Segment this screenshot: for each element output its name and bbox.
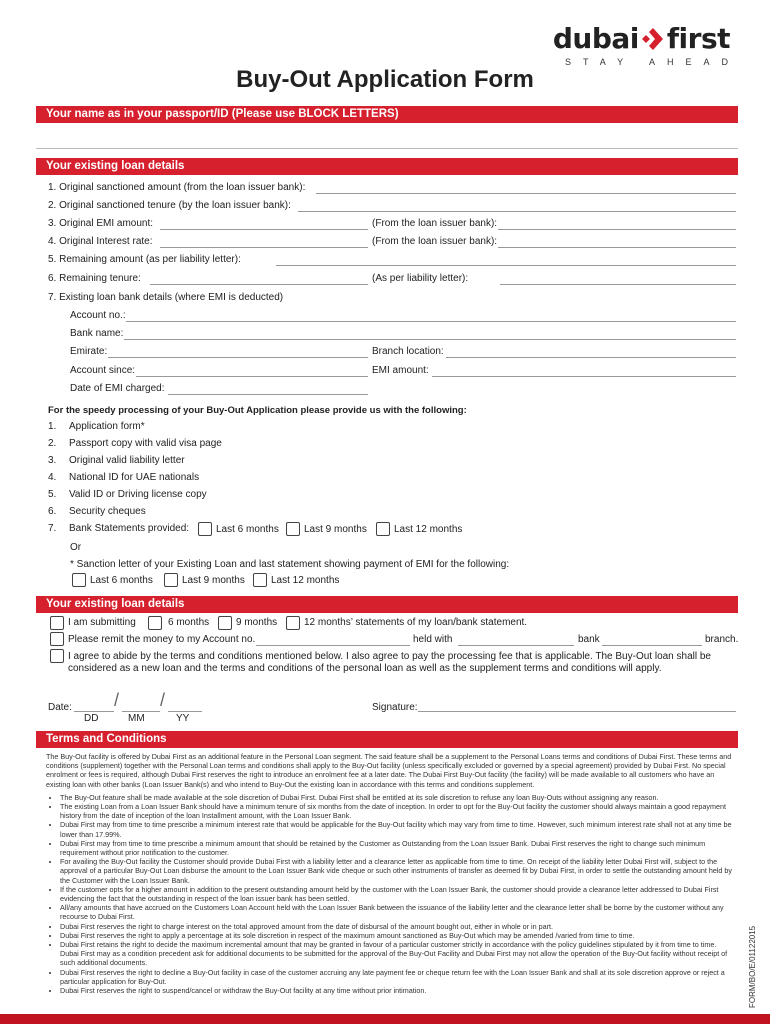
input-signature[interactable] xyxy=(418,700,736,712)
list-item: • Dubai First reserves the right to apply a percentage at its sole discretion in respect of the maximum amount sanctioned as Buy-Out which may be amended /varied from time to time. xyxy=(60,931,736,940)
section-loan-details-header: Your existing loan details xyxy=(36,158,738,175)
checkbox-submit-9-months[interactable] xyxy=(218,616,232,630)
section-submission-header: Your existing loan details xyxy=(36,596,738,613)
docs-intro: For the speedy processing of your Buy-Out Application please provide us with the following: xyxy=(48,405,467,416)
label-bank-name: Bank name: xyxy=(70,328,124,339)
input-date-yy[interactable] xyxy=(168,700,202,712)
checkbox-stmt-12-months[interactable] xyxy=(376,522,390,536)
input-emirate[interactable] xyxy=(108,346,368,358)
list-item: • The Buy-Out feature shall be made available at the sole discretion of Dubai First. Dubai First shall be entitled at its sole discretion to refuse any loan Buy-Outs without assigning any reason. xyxy=(60,793,736,802)
agree-text-line-2: considered as a new loan and the terms and conditions of the personal loan as well as the supplement terms and conditions will apply. xyxy=(68,663,662,674)
input-branch-location[interactable] xyxy=(446,346,736,358)
list-item: • Dubai First reserves the right to suspend/cancel or withdraw the Buy-Out facility at any time without prior intimation. xyxy=(60,986,736,995)
label-remaining-tenure: 6. Remaining tenure: xyxy=(48,273,141,284)
sanction-letter-text: * Sanction letter of your Existing Loan and last statement showing payment of EMI for the following: xyxy=(70,559,510,570)
logo-text-left: dubai xyxy=(552,22,639,55)
input-remit-account[interactable] xyxy=(256,634,410,646)
label-sanction-9-months: Last 9 months xyxy=(182,575,245,586)
label-date: Date: xyxy=(48,702,72,713)
section-name-header: Your name as in your passport/ID (Please use BLOCK LETTERS) xyxy=(36,106,738,123)
label-emi-amount: 3. Original EMI amount: xyxy=(48,218,154,229)
label-branch: branch. xyxy=(705,634,739,645)
checkbox-sanction-12-months[interactable] xyxy=(253,573,267,587)
input-date-emi[interactable] xyxy=(168,383,368,395)
terms-list xyxy=(46,793,736,995)
date-separator: / xyxy=(114,690,120,710)
list-item: • For availing the Buy-Out facility the Customer should provide Dubai First with a liability letter and a clearance letter as applicable from time to time. On receipt of the liability letter Dubai First will, subject to the approval of a particular Buy-Out Loan disburse the amount to the Loan Issuer Bank vide cheque or such other instruments of transfer as deemed fit by Dubai First, in order to settle the outstanding amount held by the Customer with the Loan Issuer Bank. xyxy=(60,857,736,885)
input-account-no[interactable] xyxy=(126,310,736,322)
checkbox-sanction-9-months[interactable] xyxy=(164,573,178,587)
terms-body xyxy=(46,752,736,995)
label-held-with: held with xyxy=(413,634,453,645)
form-code-wrapper xyxy=(748,868,762,1008)
footer-bar xyxy=(0,1014,770,1024)
input-original-amount[interactable] xyxy=(316,182,736,194)
name-field-line[interactable] xyxy=(36,148,738,149)
label-account-since: Account since: xyxy=(70,365,136,376)
logo-tagline: STAY AHEAD xyxy=(564,57,740,67)
brand-logo xyxy=(552,22,740,67)
input-remaining-tenure[interactable] xyxy=(150,273,368,285)
checkbox-submitting[interactable] xyxy=(50,616,64,630)
label-submit-9-months: 9 months xyxy=(236,617,278,628)
logo-text-right: first xyxy=(666,22,730,55)
input-original-tenure[interactable] xyxy=(298,200,736,212)
input-interest-rate[interactable] xyxy=(160,236,368,248)
label-sanction-6-months: Last 6 months xyxy=(90,575,153,586)
label-yy: YY xyxy=(176,713,190,724)
logo-wordmark xyxy=(553,22,730,55)
label-sanction-12-months: Last 12 months xyxy=(271,575,340,586)
label-date-emi: Date of EMI charged: xyxy=(70,383,165,394)
list-item: • Dubai First may from time to time prescribe a minimum interest rate that would be applicable for the Buy-Out facility which may vary from time to time. However, such minimum interest rate shall not at any time be lower than 17.99%. xyxy=(60,820,736,838)
input-held-with[interactable] xyxy=(458,634,574,646)
agree-text-line-1: I agree to abide by the terms and conditions mentioned below. I also agree to pay the processing fee that is applicable. The Buy-Out loan shall be xyxy=(68,651,711,662)
section-terms-header: Terms and Conditions xyxy=(36,731,738,748)
list-item: • Dubai First reserves the right to charge interest on the total approved amount from the date of disbursal of the amount bought out, either in whole or in part. xyxy=(60,922,736,931)
list-item: • The existing Loan from a Loan Issuer Bank should have a minimum tenure of six months from the date of inception. In order to opt for the Buy-Out facility the customer should always maintain a good repayment history from the date of inception of the loan Installment amount, with the Loan Issuer Bank. xyxy=(60,802,736,820)
label-stmt-9-months: Last 9 months xyxy=(304,524,367,535)
input-tenure-liability[interactable] xyxy=(500,273,736,285)
label-submit-12-months: 12 months’ statements of my loan/bank statement. xyxy=(304,617,528,628)
input-bank-name[interactable] xyxy=(124,328,736,340)
list-item: • Dubai First reserves the right to decline a Buy-Out facility in case of the customer accruing any late payment fee or cheque return fee with the Loan Issuer Bank and shall at its sole discretion approve or reject a particular application for Buy-Out. xyxy=(60,968,736,986)
list-item: 4. National ID for UAE nationals xyxy=(48,472,200,483)
label-mm: MM xyxy=(128,713,145,724)
list-item: • If the customer opts for a higher amount in addition to the present outstanding amount held by the customer with the Loan Issuer Bank, the customer should provide a clearance letter addressed to Dubai First evidencing the fact that the outstanding in respect of the loan issuer bank has been settled. xyxy=(60,885,736,903)
label-tenure-liability: (As per liability letter): xyxy=(372,273,469,284)
form-code: FORM/BO/E/01122015 xyxy=(748,925,757,1008)
label-emirate: Emirate: xyxy=(70,346,108,357)
label-submitting: I am submitting xyxy=(68,617,136,628)
list-item: • All/any amounts that have accrued on the Customers Loan Account held with the Loan Issuer Bank between the issuance of the liability letter and the clearance letter shall be borne by the customer without any recourse to Dubai First. xyxy=(60,903,736,921)
label-existing-bank-details: 7. Existing loan bank details (where EMI is deducted) xyxy=(48,292,284,303)
label-bank: bank xyxy=(578,634,600,645)
list-item: • Dubai First retains the right to decide the maximum incremental amount that may be granted in favour of a particular customer strictly in accordance with the policy guidelines stipulated by it from time to time. Dubai First may as a condition precedent ask for additional documents to be submitted for the approval of the Buy-Out Facility and Dubai First may not allow the operation of the Buy-Out facility without receipt of such additional documents. xyxy=(60,940,736,968)
docs-list xyxy=(48,421,222,540)
date-separator: / xyxy=(160,690,166,710)
label-emi-amount-bank: EMI amount: xyxy=(372,365,429,376)
input-emi-amount-bank[interactable] xyxy=(432,365,736,377)
checkbox-sanction-6-months[interactable] xyxy=(72,573,86,587)
checkbox-remit[interactable] xyxy=(50,632,64,646)
terms-intro: The Buy-Out facility is offered by Dubai First as an additional feature in the Personal Loan segment. The said feature shall be a supplement to the Personal Loans terms and conditions of Dubai First. These terms and conditions (supplement) together with the Personal Loan terms and conditions shall apply to the Buy-Out facility (unless specifically excluded or governed by a special agreement) provided by Dubai First. No special enrolment or fees is required, although Dubai First reserves the right to introduce an enrolment fee at a later date. The Dubai First Buy-Out facility (the facility) will be made available to all customers who have an existing loan with other banks (Loan Issuer Bank(s) and who intend to Buy-Out the existing loan in accordance with this terms and conditions supplement. xyxy=(46,752,732,789)
label-remit: Please remit the money to my Account no. xyxy=(68,634,256,645)
list-item: 7. Bank Statements provided: xyxy=(48,523,190,534)
list-item: • Dubai First may from time to time prescribe a minimum amount that should be retained by the Customer as Outstanding from the Loan Issuer Bank. Dubai First reserves the right to change such minimum requirement without prior notification to the customer. xyxy=(60,839,736,857)
label-remaining-amount: 5. Remaining amount (as per liability letter): xyxy=(48,254,241,265)
checkbox-submit-12-months[interactable] xyxy=(286,616,300,630)
label-interest-from-bank: (From the loan issuer bank): xyxy=(372,236,498,247)
label-stmt-6-months: Last 6 months xyxy=(216,524,279,535)
input-remaining-amount[interactable] xyxy=(276,254,736,266)
input-emi-from-bank[interactable] xyxy=(498,218,736,230)
input-branch[interactable] xyxy=(602,634,702,646)
input-date-mm[interactable] xyxy=(122,700,160,712)
label-signature: Signature: xyxy=(372,702,418,713)
page-title: Buy-Out Application Form xyxy=(236,66,534,93)
list-item: 6. Security cheques xyxy=(48,506,146,517)
list-item: 1. Application form* xyxy=(48,421,145,432)
label-interest-rate: 4. Original Interest rate: xyxy=(48,236,153,247)
list-item: 3. Original valid liability letter xyxy=(48,455,185,466)
label-branch-location: Branch location: xyxy=(372,346,444,357)
list-item: 2. Passport copy with valid visa page xyxy=(48,438,222,449)
logo-mark-icon xyxy=(642,27,664,51)
label-original-amount: 1. Original sanctioned amount (from the loan issuer bank): xyxy=(48,182,306,193)
label-account-no: Account no.: xyxy=(70,310,126,321)
input-emi-amount[interactable] xyxy=(160,218,368,230)
list-item: 5. Valid ID or Driving license copy xyxy=(48,489,207,500)
or-text: Or xyxy=(70,542,82,553)
input-interest-from-bank[interactable] xyxy=(498,236,736,248)
label-dd: DD xyxy=(84,713,99,724)
label-emi-from-bank: (From the loan issuer bank): xyxy=(372,218,498,229)
label-stmt-12-months: Last 12 months xyxy=(394,524,463,535)
checkbox-agree[interactable] xyxy=(50,649,64,663)
input-date-dd[interactable] xyxy=(74,700,114,712)
label-submit-6-months: 6 months xyxy=(168,617,210,628)
input-account-since[interactable] xyxy=(136,365,368,377)
checkbox-stmt-6-months[interactable] xyxy=(198,522,212,536)
label-original-tenure: 2. Original sanctioned tenure (by the loan issuer bank): xyxy=(48,200,291,211)
checkbox-stmt-9-months[interactable] xyxy=(286,522,300,536)
checkbox-submit-6-months[interactable] xyxy=(148,616,162,630)
